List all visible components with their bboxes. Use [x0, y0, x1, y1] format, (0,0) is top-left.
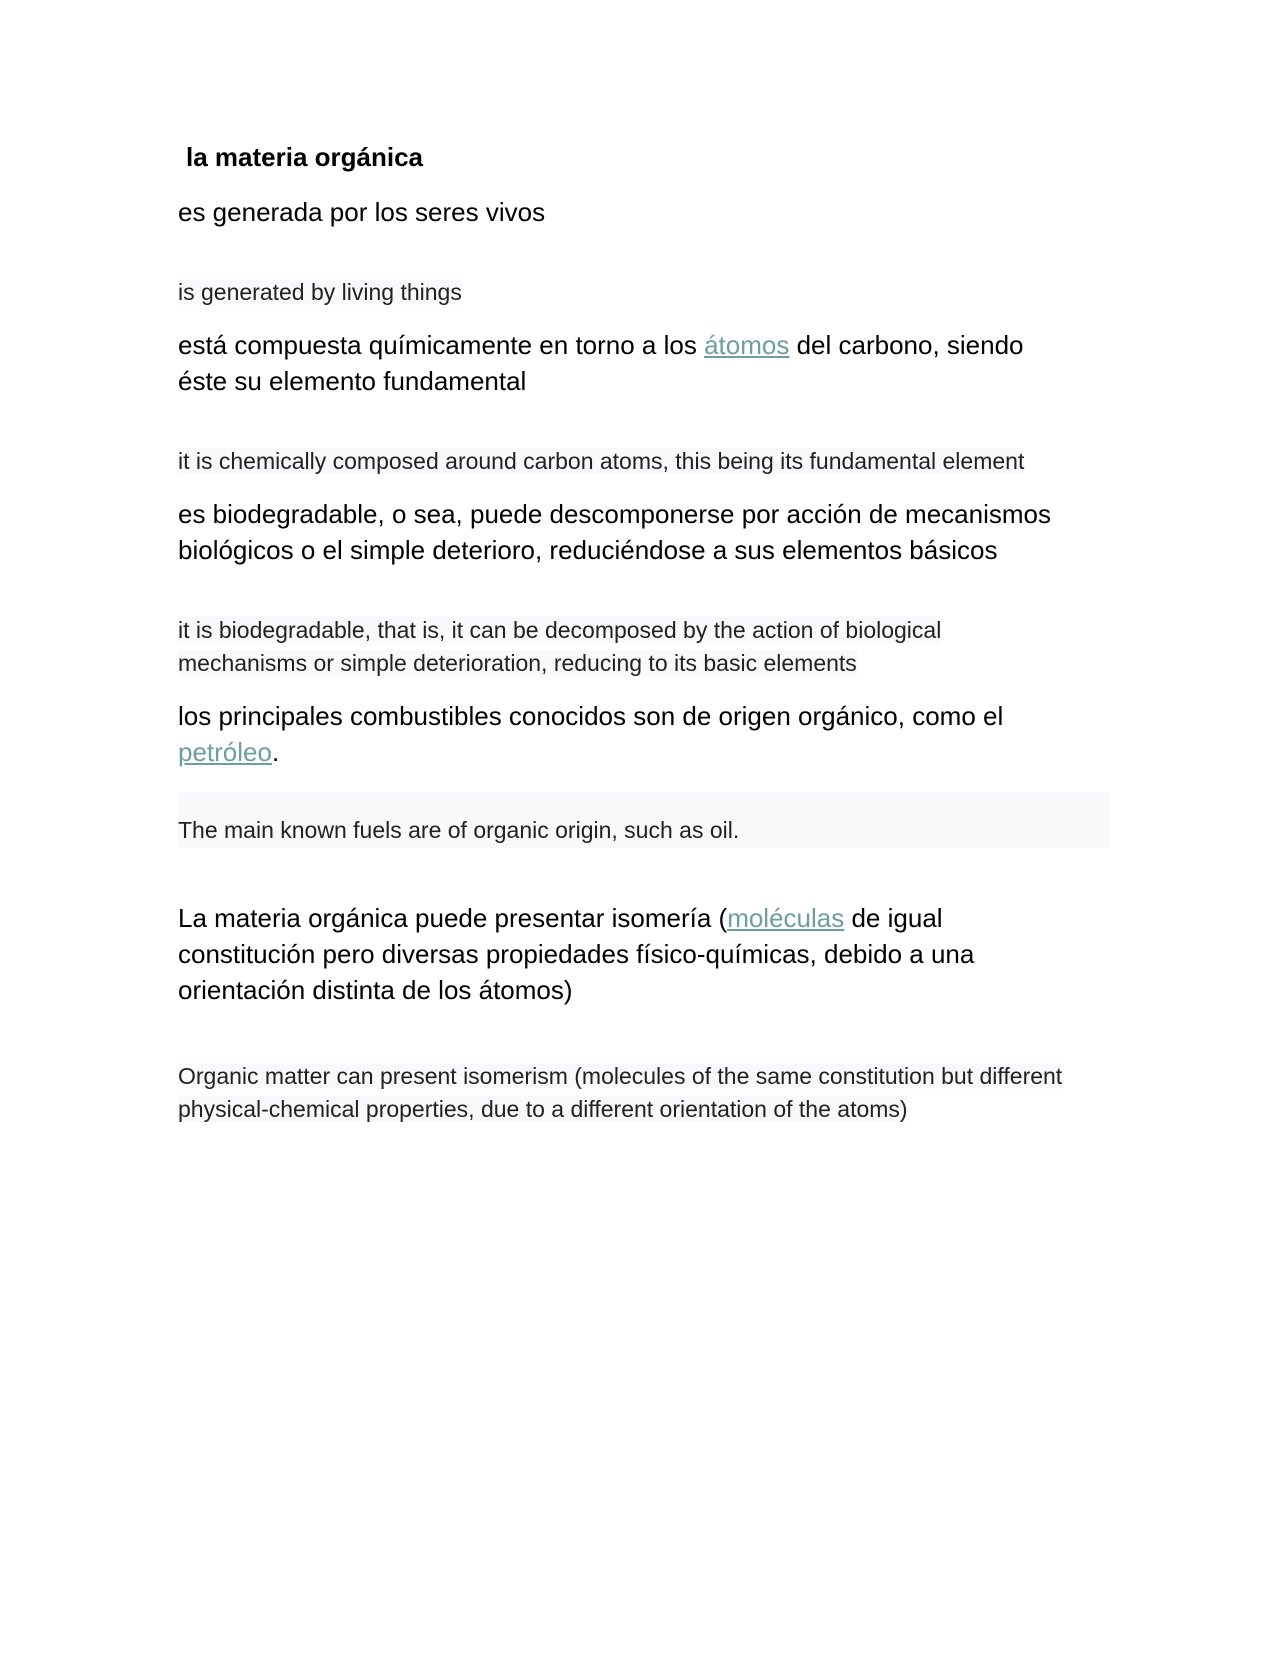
translation-text: Organic matter can present isomerism (molecules of the same constitution but different physical-chemical properties, due to a different orientation of the atoms)	[178, 1063, 1063, 1122]
spanish-paragraph-4: los principales combustibles conocidos son de origen orgánico, como el petróleo.	[178, 701, 1004, 767]
spanish-paragraph-2: está compuesta químicamente en torno a los átomos del carbono, siendo éste su elemento fundamental	[178, 330, 1024, 396]
english-translation-1	[178, 276, 1110, 309]
english-translation-2	[178, 445, 1110, 478]
document-page	[178, 140, 1110, 1126]
spanish-paragraph-5: La materia orgánica puede presentar isomería (moléculas de igual constitución pero diversas propiedades físico-químicas, debido a una orientación distinta de los átomos)	[178, 903, 975, 1005]
translation-text: it is biodegradable, that is, it can be decomposed by the action of biological mechanisms or simple deterioration, reducing to its basic elements	[178, 617, 942, 676]
english-translation-5	[178, 1060, 1078, 1126]
translation-text: it is chemically composed around carbon atoms, this being its fundamental element	[178, 448, 1025, 474]
english-translation-3	[178, 614, 1018, 680]
translation-text: is generated by living things	[178, 279, 462, 305]
petroleo-link[interactable]: petróleo	[178, 737, 272, 767]
atomos-link[interactable]: átomos	[704, 330, 790, 360]
spanish-paragraph-1: es generada por los seres vivos	[178, 197, 546, 227]
moleculas-link[interactable]: moléculas	[727, 903, 845, 933]
english-translation-4: The main known fuels are of organic origin, such as oil.	[178, 792, 1110, 848]
spanish-paragraph-3: es biodegradable, o sea, puede descomponerse por acción de mecanismos biológicos o el simple deterioro, reduciéndose a sus elementos básicos	[178, 499, 1051, 565]
page-title: la materia orgánica	[186, 142, 423, 172]
